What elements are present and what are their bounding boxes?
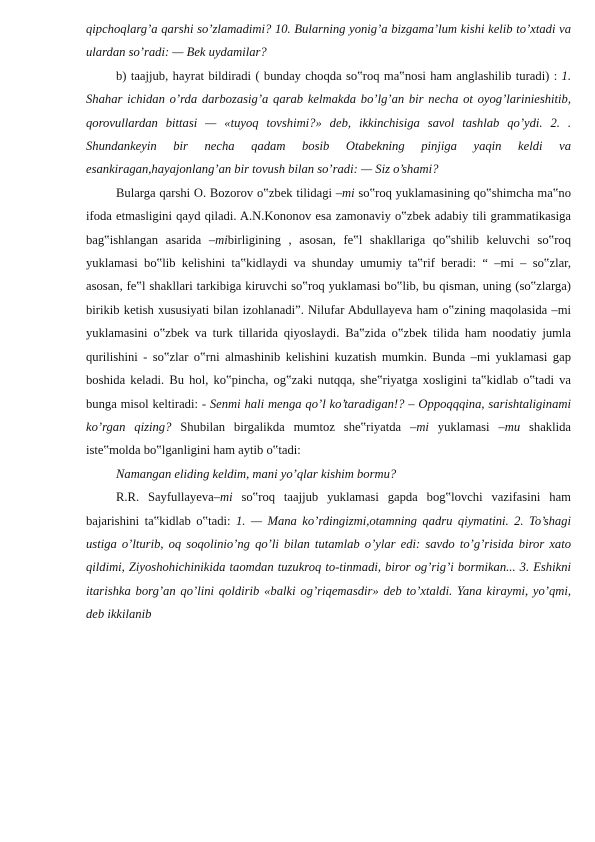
text-segment: so‟roq yuklamasining qo‟shimcha ma‟no ifoda etmasligini qayd qiladi. A.N.Kononov esa zamonaviy o‟zbek adabiy tili grammatikasiga bag‟ishlangan asarida – xyxy=(86,185,572,247)
paragraph-continued-quote xyxy=(86,18,571,65)
italic-text-segment: 1. Shahar ichidan o’rda darbozasig’a qarab kelmakda bo’lg’an bir necha ot oyog’larinieshitib, qorovullardan bittasi — «tuyoq tovshimi?» deb, ikkinchisiga savol tashlab qo’ydi. 2. . Shundankeyin bir necha qadam bosib Otabekning pinjiga yaqin keldi va esankiragan,hayajonlang’an bir tovush bilan so’radi: — Siz o’shami? xyxy=(86,68,571,177)
paragraph-namangan-verse xyxy=(86,463,571,486)
italic-text-segment: mi xyxy=(416,419,429,434)
italic-text-segment: mi xyxy=(220,490,233,505)
text-segment: Bularga qarshi O. Bozorov o‟zbek tilidagi – xyxy=(116,185,343,200)
text-segment: Shubilan birgalikda mumtoz she‟riyatda – xyxy=(171,419,417,434)
text-segment: b) taajjub, hayrat bildiradi ( bunday choqda so‟roq ma‟nosi ham anglashilib turadi) : xyxy=(116,68,562,83)
italic-text-segment: qipchoqlarg’a qarshi so’zlamadimi? 10. Bularning yonig’a bizgama’lum kishi kelib to’xtadi va ulardan so’radi: — Bek uydamilar? xyxy=(86,22,571,60)
text-segment: yuklamasi – xyxy=(428,419,505,434)
paragraph-sayfullayeva xyxy=(86,486,571,626)
text-segment: so‟roq taajjub yuklamasi gapda bog‟lovchi vazifasini ham bajarishini ta‟kidlab o‟tadi: xyxy=(86,490,571,528)
text-segment: shaklida iste‟molda bo‟lganligini ham aytib o‟tadi: xyxy=(86,419,571,458)
paragraph-b-taajjub xyxy=(86,65,571,182)
text-segment: birligining , asosan, fe‟l shakllariga qo‟shilib keluvchi so‟roq yuklamasi bo‟lib kelishini ta‟kidlaydi va shunday umumiy ta‟rif beradi: “ –mi – so‟zlar, asosan, fe‟l shakllari tarkibiga kiruvchi so‟roq yuklamasi bo‟lib, bu qisman, uning (so‟zlarga) birikib ketish xususiyati bilan izohlanadi”. Nilufar Abdullayeva ham o‟zining maqolasida –mi yuklamasini o‟zbek va turk tillarida qiyoslaydi. Ba‟zida o‟zbek tilida ham noodatiy jumla qurilishini - so‟zlar o‟rni almashinib kelishini kuzatish mumkin. Bunda –mi yuklamasi gap boshida keladi. Bu hol, ko‟pincha, og‟zaki nutqqa, she‟riyatga xosligini ta‟kidlab o‟tadi va bunga misol keltiradi: - xyxy=(86,232,571,411)
paragraph-bozorov xyxy=(86,182,571,463)
italic-text-segment: Senmi hali menga qo’l ko’taradigan!? – Oppoqqqina, sarishtaliginami ko’rgan qizing? xyxy=(86,396,571,434)
text-segment: R.R. Sayfullayeva– xyxy=(116,490,221,505)
italic-text-segment: mu xyxy=(504,419,521,434)
italic-text-segment: mi xyxy=(215,232,228,247)
italic-text-segment: Namangan eliding keldim, mani yo’qlar kishim bormu? xyxy=(116,466,397,481)
italic-text-segment: 1. — Mana ko’rdingizmi,otamning qadru qiymatini. 2. To’shagi ustiga o’lturib, oq soqolinio’ng qo’li bilan tutamlab o’ylar edi: savdo to’g’risida biror xato qildimi, Ziyoshohichinikida taomdan tuzukroq to-tinmadi, biror og’rig’i bormikan... 3. Eshikni itarishka borg’an qo’lini qoldirib «balki og’riqemasdir» deb to’xtaldi. Yana kiraymi, yo’qmi, deb ikkilanib xyxy=(86,513,571,622)
italic-text-segment: mi xyxy=(342,185,355,200)
